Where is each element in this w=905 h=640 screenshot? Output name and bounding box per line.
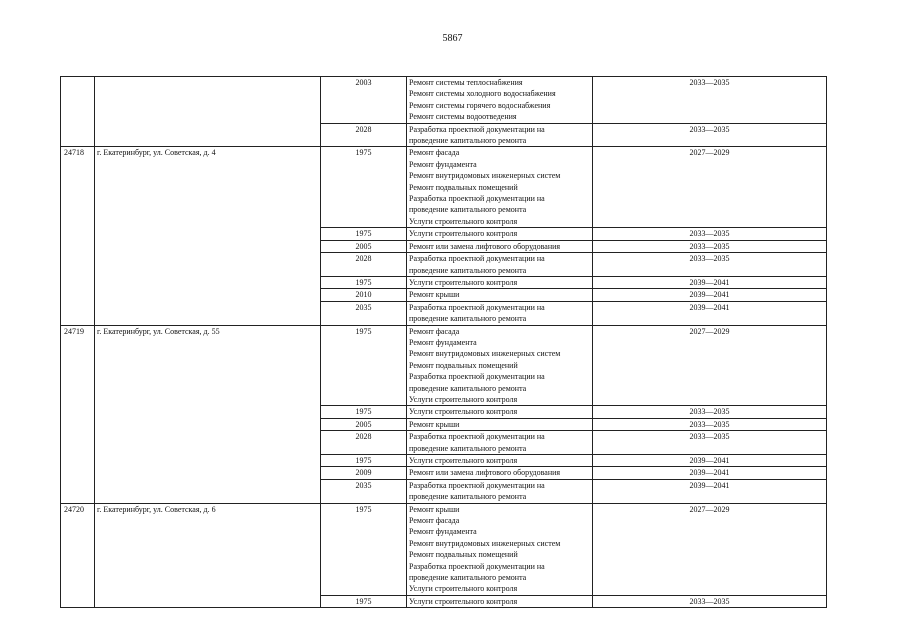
work-item: Ремонт или замена лифтового оборудования xyxy=(409,241,561,251)
works-cell xyxy=(407,595,593,607)
work-item: проведение капитального ремонта xyxy=(409,136,527,146)
work-item: Ремонт внутридомовых инженерных систем xyxy=(409,538,561,548)
period-cell: 2033—2035 xyxy=(593,253,827,277)
work-item: проведение капитального ремонта xyxy=(409,383,527,393)
work-item: Ремонт фундамента xyxy=(409,527,477,537)
works-cell xyxy=(407,455,593,467)
works-cell xyxy=(407,467,593,479)
works-cell xyxy=(407,503,593,595)
work-item: Разработка проектной документации на xyxy=(409,561,545,571)
year-cell: 1975 xyxy=(321,595,407,607)
work-item: Разработка проектной документации на xyxy=(409,432,545,442)
work-item: Услуги строительного контроля xyxy=(409,456,518,465)
year-cell: 2028 xyxy=(321,253,407,277)
work-item: проведение капитального ремонта xyxy=(409,573,527,583)
table-row xyxy=(61,147,827,228)
works-cell xyxy=(407,406,593,418)
table-row xyxy=(61,77,827,124)
work-item: проведение капитального ремонта xyxy=(409,443,527,453)
work-item: Разработка проектной документации на xyxy=(409,302,545,312)
work-item: Услуги строительного контроля xyxy=(409,216,518,226)
works-cell xyxy=(407,147,593,228)
work-item: проведение капитального ремонта xyxy=(409,492,527,502)
work-item: Ремонт фасада xyxy=(409,326,460,336)
year-cell: 2028 xyxy=(321,431,407,455)
building-address: г. Екатеринбург, ул. Советская, д. 55 xyxy=(95,325,321,503)
works-cell xyxy=(407,418,593,430)
work-item: Ремонт фасада xyxy=(409,516,460,526)
building-id xyxy=(61,77,95,147)
work-item: Ремонт системы горячего водоснабжения xyxy=(409,100,551,110)
year-cell: 2028 xyxy=(321,123,407,147)
period-cell: 2033—2035 xyxy=(593,77,827,124)
work-item: Ремонт фундамента xyxy=(409,337,477,347)
work-item: Услуги строительного контроля xyxy=(409,584,518,594)
works-cell xyxy=(407,240,593,252)
building-id: 24718 xyxy=(61,147,95,325)
period-cell: 2027—2029 xyxy=(593,503,827,595)
works-cell xyxy=(407,289,593,301)
work-item: Разработка проектной документации на xyxy=(409,194,545,204)
work-item: Ремонт или замена лифтового оборудования xyxy=(409,468,561,478)
year-cell: 2035 xyxy=(321,301,407,325)
work-item: Ремонт крыши xyxy=(409,504,460,514)
work-item: Ремонт системы водоотведения xyxy=(409,112,517,122)
period-cell: 2033—2035 xyxy=(593,240,827,252)
year-cell: 1975 xyxy=(321,503,407,595)
work-item: Услуги строительного контроля xyxy=(409,229,518,239)
repair-schedule-table xyxy=(60,76,827,608)
work-item: Ремонт подвальных помещений xyxy=(409,360,518,370)
year-cell: 1975 xyxy=(321,455,407,467)
work-item: Разработка проектной документации на xyxy=(409,124,545,134)
building-address xyxy=(95,77,321,147)
year-cell: 2009 xyxy=(321,467,407,479)
table-row xyxy=(61,325,827,406)
period-cell: 2033—2035 xyxy=(593,595,827,607)
year-cell: 2005 xyxy=(321,240,407,252)
work-item: Услуги строительного контроля xyxy=(409,277,518,287)
works-cell xyxy=(407,301,593,325)
year-cell: 2003 xyxy=(321,77,407,124)
year-cell: 2010 xyxy=(321,289,407,301)
year-cell: 1975 xyxy=(321,147,407,228)
works-cell xyxy=(407,253,593,277)
period-cell: 2039—2041 xyxy=(593,301,827,325)
year-cell: 1975 xyxy=(321,276,407,288)
building-address: г. Екатеринбург, ул. Советская, д. 6 xyxy=(95,503,321,608)
works-cell xyxy=(407,325,593,406)
building-address: г. Екатеринбург, ул. Советская, д. 4 xyxy=(95,147,321,325)
period-cell: 2039—2041 xyxy=(593,276,827,288)
work-item: Разработка проектной документации на xyxy=(409,254,545,264)
work-item: Ремонт подвальных помещений xyxy=(409,182,518,192)
work-item: Ремонт системы холодного водоснабжения xyxy=(409,89,556,99)
year-cell: 1975 xyxy=(321,228,407,240)
work-item: Ремонт фасада xyxy=(409,148,460,158)
building-id: 24719 xyxy=(61,325,95,503)
works-cell xyxy=(407,123,593,147)
work-item: Ремонт крыши xyxy=(409,290,460,300)
period-cell: 2039—2041 xyxy=(593,479,827,503)
work-item: проведение капитального ремонта xyxy=(409,314,527,324)
work-item: Ремонт внутридомовых инженерных систем xyxy=(409,349,561,359)
period-cell: 2033—2035 xyxy=(593,406,827,418)
work-item: Разработка проектной документации на xyxy=(409,372,545,382)
period-cell: 2039—2041 xyxy=(593,455,827,467)
works-cell xyxy=(407,431,593,455)
page-number: 5867 xyxy=(442,33,463,44)
table-body xyxy=(61,77,827,608)
work-item: Разработка проектной документации на xyxy=(409,480,545,490)
year-cell: 1975 xyxy=(321,325,407,406)
work-item: Услуги строительного контроля xyxy=(409,407,518,417)
period-cell: 2033—2035 xyxy=(593,123,827,147)
period-cell: 2039—2041 xyxy=(593,467,827,479)
work-item: Ремонт подвальных помещений xyxy=(409,550,518,560)
period-cell: 2033—2035 xyxy=(593,418,827,430)
period-cell: 2039—2041 xyxy=(593,289,827,301)
work-item: Ремонт внутридомовых инженерных систем xyxy=(409,171,561,181)
work-item: Ремонт фундамента xyxy=(409,159,477,169)
work-item: проведение капитального ремонта xyxy=(409,265,527,275)
year-cell: 2035 xyxy=(321,479,407,503)
period-cell: 2033—2035 xyxy=(593,228,827,240)
year-cell: 1975 xyxy=(321,406,407,418)
period-cell: 2027—2029 xyxy=(593,147,827,228)
works-cell xyxy=(407,479,593,503)
period-cell: 2027—2029 xyxy=(593,325,827,406)
building-id: 24720 xyxy=(61,503,95,608)
works-cell xyxy=(407,77,593,124)
works-cell xyxy=(407,276,593,288)
work-item: Ремонт крыши xyxy=(409,419,460,429)
table-row xyxy=(61,503,827,595)
works-cell xyxy=(407,228,593,240)
work-item: Ремонт системы теплоснабжения xyxy=(409,78,523,87)
work-item: Услуги строительного контроля xyxy=(409,596,518,606)
period-cell: 2033—2035 xyxy=(593,431,827,455)
year-cell: 2005 xyxy=(321,418,407,430)
work-item: проведение капитального ремонта xyxy=(409,205,527,215)
work-item: Услуги строительного контроля xyxy=(409,394,518,404)
